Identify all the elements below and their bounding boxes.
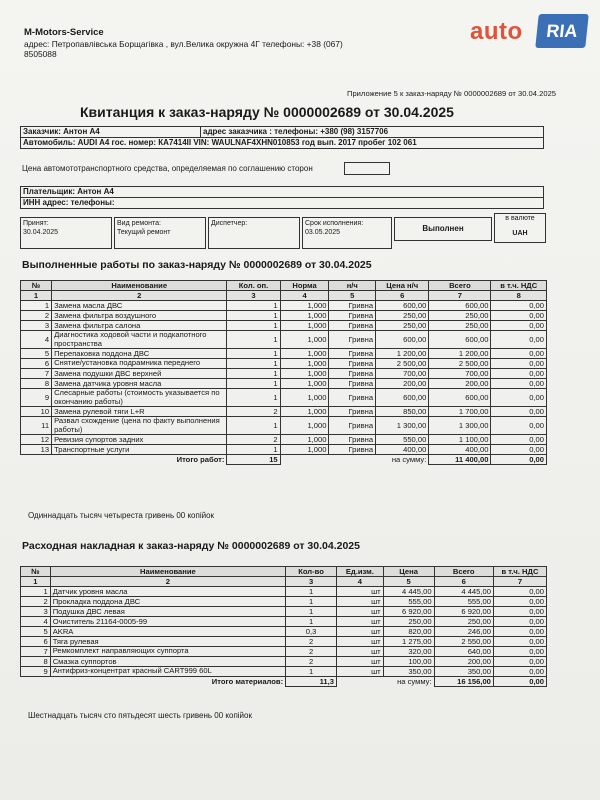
table-cell: 1,000 [280,445,329,455]
price-note: Цена автомототранспортного средства, определяемая по соглашению сторон [22,164,313,173]
customer-contacts: адрес заказчика : телефоны: +380 (98) 3157706 [201,127,544,138]
table-cell: 4 445,00 [434,587,493,597]
table-cell: шт [337,617,384,627]
table-row [21,349,547,359]
table-row [21,597,547,607]
status-box [394,217,492,241]
table-cell: 1,000 [280,331,329,349]
column-number: 5 [329,291,376,301]
table-cell: 1 200,00 [376,349,429,359]
table-cell: Гривна [329,331,376,349]
column-number: 4 [337,577,384,587]
table-cell: 400,00 [376,445,429,455]
table-cell: Гривна [329,379,376,389]
dispatcher-label: Диспетчер: [211,220,248,227]
table-row [21,389,547,407]
accepted-box [20,217,112,249]
table-cell: 200,00 [376,379,429,389]
column-header: № [21,567,51,577]
table-cell: 1 [227,445,280,455]
accepted-label: Принят: [23,220,49,227]
materials-total-words: Шестнадцать тысяч сто пятьдесят шесть гривень 00 копійок [28,711,252,720]
dispatcher-box [208,217,300,249]
table-cell: 0,00 [493,607,546,617]
column-number: 1 [21,577,51,587]
table-cell: 600,00 [376,389,429,407]
table-cell: 0,00 [491,321,547,331]
column-number: 3 [227,291,280,301]
repair-type-box [114,217,206,249]
column-number: 2 [50,577,285,587]
table-cell: 600,00 [376,301,429,311]
table-cell: 0,00 [491,417,547,435]
table-cell: 1 [227,321,280,331]
table-cell: 1,000 [280,407,329,417]
table-cell: шт [337,637,384,647]
table-cell: шт [337,657,384,667]
column-number: 3 [286,577,337,587]
column-header: н/ч [329,281,376,291]
table-row [21,435,547,445]
table-cell: Гривна [329,321,376,331]
logo-ria-badge: RIA [535,14,589,48]
table-cell: 1 [227,389,280,407]
table-cell: 0,00 [491,349,547,359]
column-header: Наименование [50,567,285,577]
repair-value: Текущий ремонт [117,229,171,236]
table-cell: 1,000 [280,435,329,445]
table-cell: 0,00 [491,407,547,417]
price-box [344,162,390,175]
table-cell: 700,00 [376,369,429,379]
table-row [21,417,547,435]
table-cell: 600,00 [429,389,491,407]
table-cell: 400,00 [429,445,491,455]
total-sum: 11 400,00 [429,455,491,465]
table-cell: Замена рулевой тяги L+R [52,407,227,417]
table-cell: шт [337,647,384,657]
table-cell: шт [337,587,384,597]
table-cell: 1,000 [280,349,329,359]
table-row [21,359,547,369]
total-sum: 16 156,00 [434,677,493,687]
table-cell: 1 300,00 [429,417,491,435]
table-cell: AKRA [50,627,285,637]
table-cell: 200,00 [429,379,491,389]
table-cell: 1 [227,311,280,321]
table-cell: 8 [21,379,52,389]
table-cell: Замена датчика уровня масла [52,379,227,389]
table-cell: Ревизия супортов задних [52,435,227,445]
table-cell: 6 [21,637,51,647]
table-cell: 850,00 [376,407,429,417]
table-row [21,607,547,617]
table-cell: Гривна [329,301,376,311]
table-cell: 550,00 [376,435,429,445]
table-cell: 5 [21,627,51,637]
table-cell: шт [337,667,384,677]
column-header: Цена [383,567,434,577]
table-row [21,331,547,349]
table-cell: 700,00 [429,369,491,379]
table-cell: Гривна [329,389,376,407]
currency-value: UAH [512,230,528,237]
table-cell: 1 700,00 [429,407,491,417]
materials-title: Расходная накладная к заказ-наряду № 0000002689 от 30.04.2025 [22,540,360,552]
table-cell: 0,00 [491,311,547,321]
table-cell: Транспортные услуги [52,445,227,455]
table-row [21,657,547,667]
column-header: Норма [280,281,329,291]
table-cell: 1 [286,617,337,627]
total-label: Итого материалов: [211,677,284,687]
table-cell: 1 [227,301,280,311]
accepted-value: 30.04.2025 [23,229,59,236]
total-vat: 0,00 [491,455,547,465]
table-cell: 2 [286,647,337,657]
materials-table [20,566,547,687]
table-row [21,627,547,637]
table-cell: Антифриз-концентрат красный CART999 60L [50,667,285,677]
table-cell: 12 [21,435,52,445]
table-cell: 6 920,00 [383,607,434,617]
table-cell: Гривна [329,445,376,455]
table-cell: 555,00 [434,597,493,607]
sum-label: на сумму: [391,455,427,465]
column-number: 6 [434,577,493,587]
repair-label: Вид ремонта: [117,220,161,227]
table-cell: 0,00 [491,379,547,389]
table-row [21,379,547,389]
table-row [21,407,547,417]
table-cell: Замена подушки ДВС верхней [52,369,227,379]
table-cell: Ремкомплект направляющих суппорта [50,647,285,657]
table-cell: 2 500,00 [429,359,491,369]
table-cell: Гривна [329,407,376,417]
table-cell: 1,000 [280,389,329,407]
table-cell: шт [337,607,384,617]
works-total-words: Одиннадцать тысяч четыреста гривень 00 копійок [28,511,215,520]
table-cell: 1 [227,379,280,389]
column-number: 7 [493,577,546,587]
table-cell: 600,00 [429,301,491,311]
column-header: Кол. оп. [227,281,280,291]
column-header: в т.ч. НДС [491,281,547,291]
column-number: 4 [280,291,329,301]
table-cell: 2 [286,637,337,647]
table-row [21,321,547,331]
materials-header-row [21,567,547,577]
table-cell: Датчик уровня масла [50,587,285,597]
total-qty: 11,3 [286,677,337,687]
payer-name: Плательщик: Антон А4 [21,187,544,198]
table-cell: 1 [227,349,280,359]
table-cell: 1 [286,607,337,617]
table-cell: 1 [227,369,280,379]
table-cell: 0,00 [493,587,546,597]
table-cell: Замена фильтра воздушного [52,311,227,321]
table-cell: 1 100,00 [429,435,491,445]
autoria-watermark-logo [470,12,590,60]
column-header: Ед.изм. [337,567,384,577]
table-cell: 1,000 [280,417,329,435]
receipt-title: Квитанция к заказ-наряду № 0000002689 от 30.04.2025 [80,104,454,120]
total-label: Итого работ: [176,455,225,465]
table-cell: 2 [21,311,52,321]
table-cell: 0,00 [493,647,546,657]
table-cell: 2 500,00 [376,359,429,369]
table-cell: 0,00 [493,667,546,677]
column-header: Цена н/ч [376,281,429,291]
table-cell: Гривна [329,417,376,435]
total-qty: 15 [227,455,280,465]
column-number: 7 [429,291,491,301]
table-cell: 7 [21,369,52,379]
table-cell: 0,00 [491,435,547,445]
table-cell: 250,00 [376,311,429,321]
table-cell: 0,00 [493,627,546,637]
table-cell: 320,00 [383,647,434,657]
table-cell: 0,00 [493,597,546,607]
table-cell: 250,00 [383,617,434,627]
table-cell: Гривна [329,311,376,321]
table-cell: 5 [21,349,52,359]
table-cell: Развал схождение (цена по факту выполнения работы) [52,417,227,435]
table-cell: 0,00 [491,331,547,349]
company-address: адрес: Петропавлівська Борщагівка , вул.Велика окружна 4Г телефоны: +38 (067) [24,39,343,49]
table-cell: 1,000 [280,369,329,379]
table-cell: 8 [21,657,51,667]
table-cell: 1 200,00 [429,349,491,359]
table-cell: 1 [286,597,337,607]
table-cell: 0,00 [491,445,547,455]
table-cell: 11 [21,417,52,435]
company-name: M-Motors-Service [24,27,104,38]
column-header: Всего [434,567,493,577]
table-cell: Гривна [329,435,376,445]
customer-name: Заказчик: Антон А4 [21,127,201,138]
table-row [21,647,547,657]
table-cell: 1 [286,667,337,677]
table-cell: 820,00 [383,627,434,637]
table-cell: 2 [227,407,280,417]
table-cell: 10 [21,407,52,417]
table-cell: 1,000 [280,311,329,321]
column-header: Наименование [52,281,227,291]
table-cell: 3 [21,607,51,617]
table-cell: 246,00 [434,627,493,637]
deadline-value: 03.05.2025 [305,229,341,236]
table-cell: 250,00 [429,311,491,321]
table-cell: 0,3 [286,627,337,637]
deadline-label: Срок исполнения: [305,220,364,227]
table-cell: 4 [21,331,52,349]
table-cell: Тяга рулевая [50,637,285,647]
table-cell: 0,00 [491,359,547,369]
works-title: Выполненные работы по заказ-наряду № 0000002689 от 30.04.2025 [22,259,372,271]
table-cell: Снятие/установка подрамника переднего [52,359,227,369]
company-phone: 8505088 [24,49,57,59]
table-cell: Слесарные работы (стоимость указывается по окончанию работы) [52,389,227,407]
table-cell: 350,00 [383,667,434,677]
logo-auto-text: auto [470,18,523,45]
payer-inn: ИНН адрес: телефоны: [21,198,544,209]
table-cell: 2 550,00 [434,637,493,647]
table-cell: 4 445,00 [383,587,434,597]
table-cell: Гривна [329,369,376,379]
table-row [21,301,547,311]
table-cell: 3 [21,321,52,331]
table-cell: 0,00 [493,657,546,667]
car-details: Автомобиль: AUDI A4 гос. номер: КА7414II VIN: WAULNAF4XHN010853 год вып. 2017 пробег 102 061 [21,138,544,149]
table-cell: 1,000 [280,359,329,369]
table-cell: 640,00 [434,647,493,657]
table-cell: 600,00 [376,331,429,349]
customer-table [20,126,544,149]
table-cell: 1 [227,331,280,349]
status-value: Выполнен [422,224,464,233]
materials-number-row [21,577,547,587]
table-cell: 1,000 [280,321,329,331]
table-cell: 6 [21,359,52,369]
table-row [21,445,547,455]
works-header-row [21,281,547,291]
table-cell: 1,000 [280,301,329,311]
column-number: 6 [376,291,429,301]
table-cell: Смазка суппортов [50,657,285,667]
column-number: 5 [383,577,434,587]
appendix-note: Приложение 5 к заказ-наряду № 0000002689 от 30.04.2025 [347,89,557,98]
table-cell: Гривна [329,359,376,369]
table-row [21,311,547,321]
materials-total-row [21,677,547,687]
sum-label: на сумму: [397,677,432,687]
column-header: Кол-во [286,567,337,577]
table-cell: 0,00 [491,301,547,311]
table-cell: 100,00 [383,657,434,667]
table-cell: 1 [227,359,280,369]
table-cell: 200,00 [434,657,493,667]
table-cell: 1 275,00 [383,637,434,647]
currency-label: в валюте [505,215,535,222]
table-cell: 555,00 [383,597,434,607]
column-number: 8 [491,291,547,301]
table-cell: шт [337,597,384,607]
table-cell: 0,00 [493,617,546,627]
table-cell: Замена масла ДВС [52,301,227,311]
table-cell: Очиститель 21164-0005-99 [50,617,285,627]
total-vat: 0,00 [493,677,546,687]
table-cell: 1 300,00 [376,417,429,435]
table-cell: Подушка ДВС левая [50,607,285,617]
table-cell: шт [337,627,384,637]
table-cell: 9 [21,389,52,407]
column-number: 1 [21,291,52,301]
column-header: Всего [429,281,491,291]
works-total-row [21,455,547,465]
table-row [21,617,547,627]
table-cell: 9 [21,667,51,677]
table-row [21,369,547,379]
deadline-box [302,217,392,249]
table-cell: Гривна [329,349,376,359]
table-cell: 4 [21,617,51,627]
table-cell: 2 [286,657,337,667]
table-cell: 1 [286,587,337,597]
table-cell: 0,00 [491,389,547,407]
table-cell: 2 [227,435,280,445]
column-header: № [21,281,52,291]
table-cell: 6 920,00 [434,607,493,617]
works-table [20,280,547,465]
payer-table [20,186,544,209]
table-cell: 1 [21,587,51,597]
table-cell: Прокладка поддона ДВС [50,597,285,607]
table-cell: 250,00 [376,321,429,331]
table-cell: 1 [227,417,280,435]
table-cell: 7 [21,647,51,657]
table-cell: 1,000 [280,379,329,389]
table-cell: 0,00 [491,369,547,379]
table-cell: Перепаковка поддона ДВС [52,349,227,359]
table-cell: 13 [21,445,52,455]
table-cell: 600,00 [429,331,491,349]
table-cell: Диагностика ходовой части и подкапотного пространства [52,331,227,349]
table-cell: 0,00 [493,637,546,647]
works-number-row [21,291,547,301]
column-header: в т.ч. НДС [493,567,546,577]
table-cell: 250,00 [429,321,491,331]
table-cell: 2 [21,597,51,607]
table-cell: 1 [21,301,52,311]
table-cell: Замена фильтра салона [52,321,227,331]
table-cell: 250,00 [434,617,493,627]
table-row [21,637,547,647]
column-number: 2 [52,291,227,301]
table-row [21,667,547,677]
currency-box [494,213,546,243]
table-row [21,587,547,597]
table-cell: 350,00 [434,667,493,677]
